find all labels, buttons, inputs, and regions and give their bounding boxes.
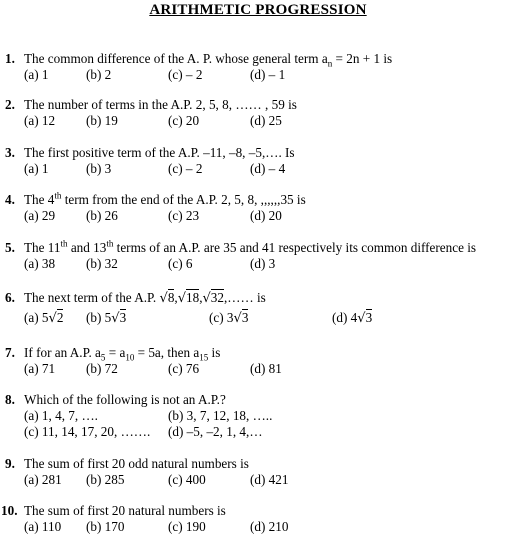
option-b: (b) 32	[86, 256, 118, 271]
option-a: (a) 71	[24, 361, 56, 376]
option-b: (b) 3	[86, 161, 112, 176]
option-a: (a) 1	[24, 161, 49, 176]
question-text: The sum of first 20 odd natural numbers is	[24, 456, 249, 471]
question-text: The 4th term from the end of the A.P. 2, 5, 8, ,,,,,,35 is	[24, 190, 306, 207]
option-a: (a) 29	[24, 208, 56, 223]
question-number: 4.	[5, 192, 15, 207]
option-b: (b) 5√3	[86, 310, 127, 326]
question-text: The number of terms in the A.P. 2, 5, 8, …… , 59 is	[24, 97, 297, 112]
question-5	[0, 238, 516, 273]
question-text: If for an A.P. $a_5 = a_{10} = 5a$, then $a_{15}$ is	[24, 345, 221, 363]
option-d: (d) 20	[250, 208, 282, 223]
option-c: (c) 190	[168, 519, 206, 534]
option-b: (b) 26	[86, 208, 118, 223]
option-a: (a) 281	[24, 472, 62, 487]
option-d: (d) 81	[250, 361, 282, 376]
option-d: (d) 421	[250, 472, 289, 487]
option-b: (b) 2	[86, 67, 112, 82]
option-d: (d) –5, –2, 1, 4,…	[168, 424, 263, 439]
question-number: 5.	[5, 240, 15, 255]
option-a: (a) 1, 4, 7, ….	[24, 408, 98, 423]
question-number: 7.	[5, 345, 15, 360]
option-a: (a) 12	[24, 113, 56, 128]
option-b: (b) 72	[86, 361, 118, 376]
question-3	[0, 146, 516, 178]
option-c: (c) 11, 14, 17, 20, …….	[24, 424, 151, 439]
option-a: (a) 1	[24, 67, 49, 82]
question-10	[0, 504, 516, 536]
page-title: ARITHMETIC PROGRESSION	[149, 2, 367, 18]
option-c: (c) 3√3	[209, 310, 249, 326]
question-number: 10.	[1, 503, 18, 518]
option-c: (c) – 2	[168, 161, 203, 176]
question-4	[0, 190, 516, 225]
option-c: (c) 23	[168, 208, 200, 223]
question-8	[0, 393, 516, 441]
question-9	[0, 457, 516, 489]
question-number: 6.	[5, 290, 15, 305]
question-7	[0, 346, 516, 378]
question-number: 2.	[5, 97, 15, 112]
question-text: The common difference of the A. P. whose general term $a_n = 2n + 1$ is	[24, 51, 393, 69]
option-b: (b) 3, 7, 12, 18, …..	[168, 408, 273, 423]
option-d: (d) – 1	[250, 67, 286, 82]
option-c: (c) 20	[168, 113, 200, 128]
question-1	[0, 52, 516, 84]
option-c: (c) – 2	[168, 67, 203, 82]
question-number: 1.	[5, 51, 15, 66]
question-2	[0, 98, 516, 130]
question-text: The 11th and 13th terms of an A.P. are 35 and 41 respectively its common difference is	[24, 238, 477, 255]
option-c: (c) 76	[168, 361, 200, 376]
option-b: (b) 19	[86, 113, 118, 128]
option-a: (a) 110	[24, 519, 62, 534]
option-b: (b) 285	[86, 472, 125, 487]
option-d: (d) 3	[250, 256, 276, 271]
option-d: (d) – 4	[250, 161, 286, 176]
question-text: The first positive term of the A.P. –11, –8, –5,…. Is	[24, 145, 295, 160]
option-c: (c) 6	[168, 256, 193, 271]
option-a: (a) 5√2	[24, 310, 64, 326]
question-text: Which of the following is not an A.P.?	[24, 392, 226, 407]
option-d: (d) 25	[250, 113, 282, 128]
question-number: 8.	[5, 392, 15, 407]
option-c: (c) 400	[168, 472, 206, 487]
question-number: 3.	[5, 145, 15, 160]
question-number: 9.	[5, 456, 15, 471]
option-d: (d) 210	[250, 519, 289, 534]
question-6	[0, 291, 516, 331]
question-text: The next term of the A.P. √8,√18,√32,…… is	[24, 290, 266, 306]
option-a: (a) 38	[24, 256, 56, 271]
option-d: (d) 4√3	[332, 310, 373, 326]
option-b: (b) 170	[86, 519, 125, 534]
question-text: The sum of first 20 natural numbers is	[24, 503, 226, 518]
